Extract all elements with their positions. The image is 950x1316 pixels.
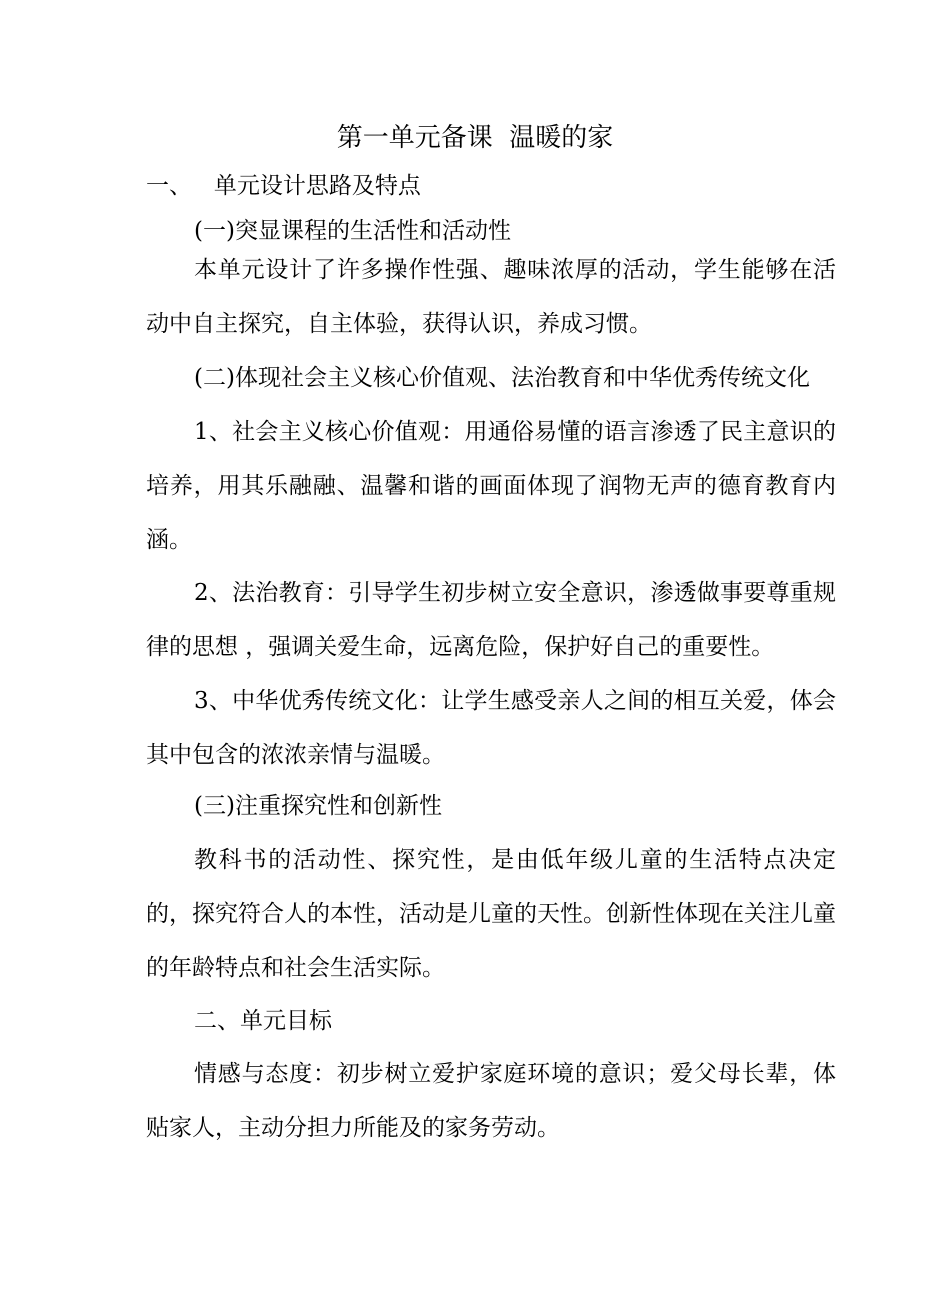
paragraph-legal-education: 2、法治教育：引导学生初步树立安全意识，渗透做事要尊重规律的思想 ，强调关爱生命，远离危险，保护好自己的重要性。 [146,580,836,660]
subheading-life-activity: (一)突显课程的生活性和活动性 [194,218,511,244]
paragraph-socialist-values: 1、社会主义核心价值观：用通俗易懂的语言渗透了民主意识的培养，用其乐融融、温馨和谐的画面体现了润物无声的德育教育内涵。 [146,419,836,553]
subheading-inquiry-innovation: (三)注重探究性和创新性 [194,793,442,819]
paragraph-textbook-inquiry: 教科书的活动性、探究性，是由低年级儿童的生活特点决定的，探究符合人的本性，活动是儿童的天性。创新性体现在关注儿童的年龄特点和社会生活实际。 [146,847,836,981]
document-title: 第一单元备课 温暖的家 [336,123,614,153]
paragraph-unit-activities: 本单元设计了许多操作性强、趣味浓厚的活动，学生能够在活动中自主探究，自主体验，获得认识，养成习惯。 [146,257,836,337]
paragraph-traditional-culture: 3、中华优秀传统文化：让学生感受亲人之间的相互关爱，体会其中包含的浓浓亲情与温暖。 [146,688,836,768]
subheading-core-values: (二)体现社会主义核心价值观、法治教育和中华优秀传统文化 [194,365,810,391]
paragraph-emotion-attitude: 情感与态度：初步树立爱护家庭环境的意识；爱父母长辈，体贴家人，主动分担力所能及的家务劳动。 [146,1061,836,1141]
section-heading-unit-goals: 二、单元目标 [194,1008,332,1034]
section-heading-design: 一、 单元设计思路及特点 [146,173,421,199]
